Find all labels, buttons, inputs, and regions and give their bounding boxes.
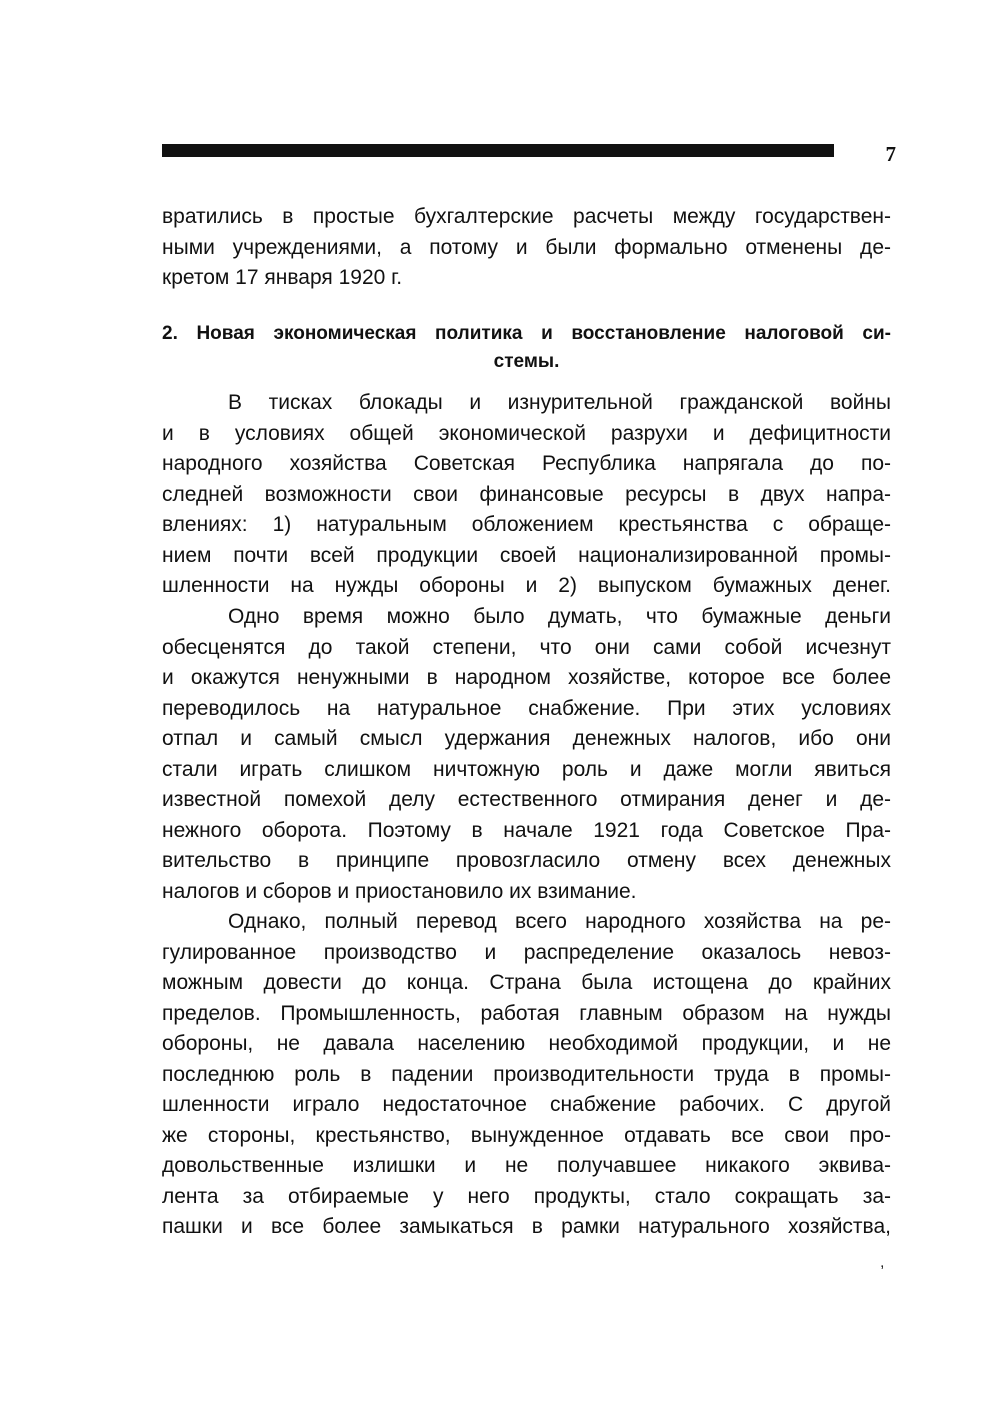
text-line: В тисках блокады и изнурительной гражданской войны <box>228 391 891 414</box>
paragraph-2 <box>162 602 891 907</box>
text-line: кретом 17 января 1920 г. <box>162 266 403 289</box>
text-line: можным довести до конца. Страна была истощена до крайних <box>162 971 891 994</box>
text-line: обороны, не давала населению необходимой продукции, и не <box>162 1032 891 1055</box>
text-line: ными учреждениями, а потому и были формально отменены де- <box>162 235 891 259</box>
paragraph-1 <box>162 388 891 602</box>
text-line: отпал и самый смысл удержания денежных налогов, ибо они <box>162 727 891 750</box>
text-line: вратились в простые бухгалтерские расчеты между государствен- <box>162 205 891 228</box>
text-line: известной помехой делу естественного отмирания денег и де- <box>162 788 891 811</box>
text-line: вительство в принципе провозгласило отмену всех денежных <box>162 849 891 872</box>
text-line: следней возможности свои финансовые ресурсы в двух напра- <box>162 482 891 506</box>
text-line: гулированное производство и распределение оказалось невоз- <box>162 940 891 964</box>
text-line: Однако, полный перевод всего народного хозяйства на ре- <box>228 910 891 933</box>
heading-line: 2. Новая экономическая политика и восстановление налоговой си- <box>162 323 891 344</box>
text-line: лента за отбираемые у него продукты, стало сокращать за- <box>162 1184 891 1208</box>
text-line: стали играть слишком ничтожную роль и даже могли явиться <box>162 757 891 781</box>
text-line: пределов. Промышленность, работая главным образом на нужды <box>162 1001 891 1025</box>
text-line: налогов и сборов и приостановило их взимание. <box>162 879 637 903</box>
text-line: последнюю роль в падении производительности труда в промы- <box>162 1062 891 1086</box>
paragraph-3 <box>162 907 891 1243</box>
text-line: шленности играло недостаточное снабжение рабочих. С другой <box>162 1093 891 1116</box>
text-line: и в условиях общей экономической разрухи и дефицитности <box>162 421 891 445</box>
text-line: и окажутся ненужными в народном хозяйстве, которое все более <box>162 666 891 689</box>
text-line: народного хозяйства Советская Республика напрягала до по- <box>162 452 891 475</box>
section-heading <box>162 320 891 376</box>
header-rule <box>162 144 834 157</box>
page-number: 7 <box>885 142 896 166</box>
text-line: пашки и все более замыкаться в рамки натурального хозяйства, <box>162 1215 891 1238</box>
heading-line: стемы. <box>493 351 560 372</box>
text-line: шленности на нужды обороны и 2) выпуском бумажных денег. <box>162 574 891 597</box>
text-line: же стороны, крестьянство, вынужденное отдавать все свои про- <box>162 1123 891 1147</box>
text-line: Одно время можно было думать, что бумажные деньги <box>228 605 891 628</box>
print-speck: , <box>880 1254 885 1271</box>
text-line: обесценятся до такой степени, что они сами собой исчезнут <box>162 635 891 659</box>
text-line: довольственные излишки и не получавшее никакого эквива- <box>162 1154 891 1177</box>
text-line: нежного оборота. Поэтому в начале 1921 года Советское Пра- <box>162 818 891 842</box>
text-line: влениях: 1) натуральным обложением крестьянства с обраще- <box>162 513 891 536</box>
text-line: переводилось на натуральное снабжение. При этих условиях <box>162 696 891 720</box>
text-line: нием почти всей продукции своей национализированной промы- <box>162 543 891 567</box>
intro-paragraph <box>162 202 891 294</box>
